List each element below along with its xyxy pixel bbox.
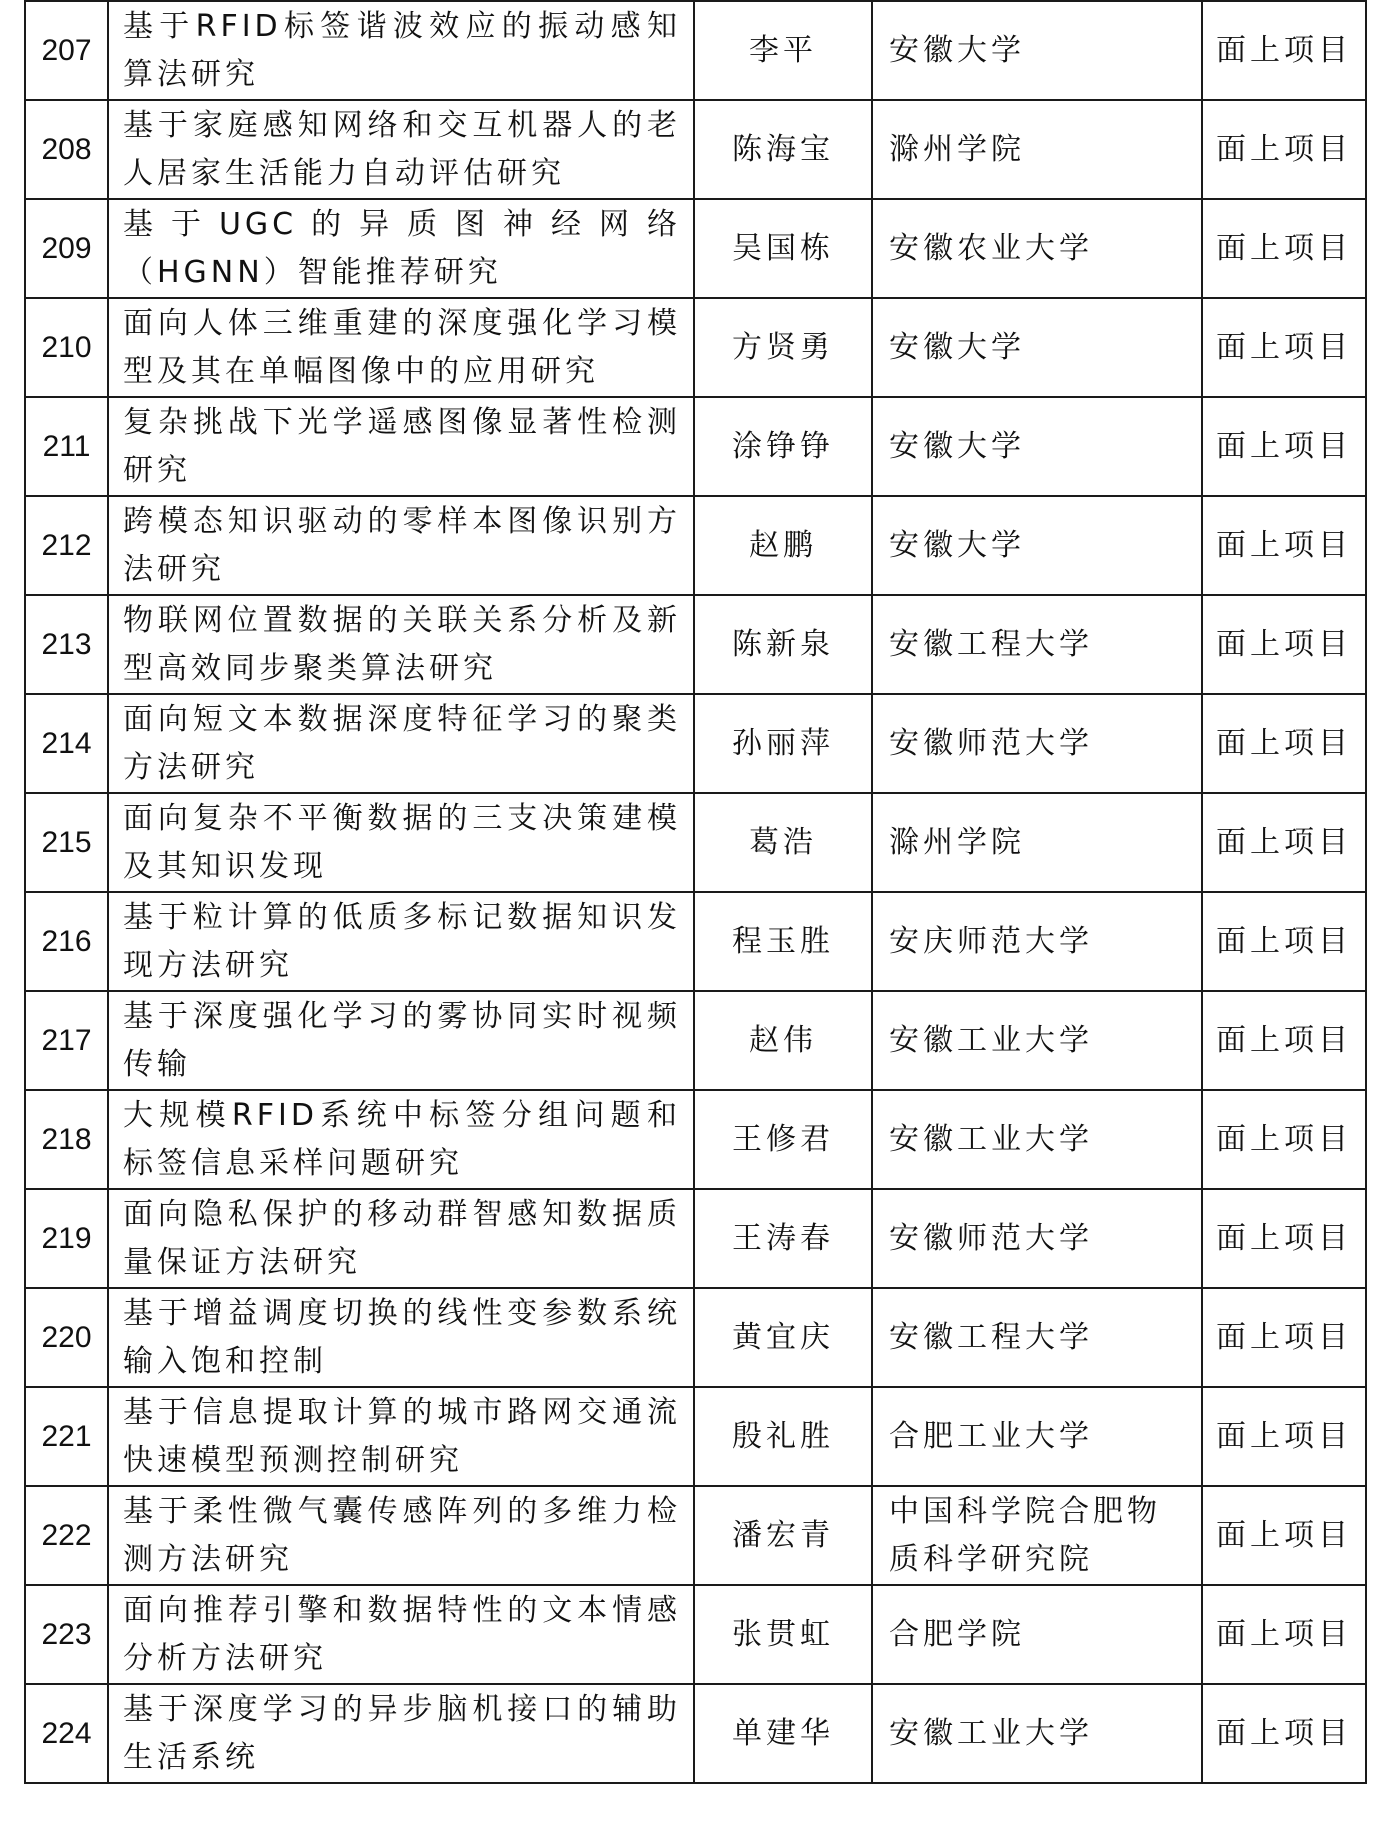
- row-number-cell: 211: [25, 397, 108, 496]
- institution-cell: 安徽师范大学: [872, 694, 1202, 793]
- row-number-cell: 214: [25, 694, 108, 793]
- project-type-cell: 面上项目: [1202, 1, 1366, 100]
- row-number-cell: 219: [25, 1189, 108, 1288]
- institution-cell: 中国科学院合肥物质科学研究院: [872, 1486, 1202, 1585]
- project-title-cell: 基于RFID标签谐波效应的振动感知算法研究: [108, 1, 694, 100]
- table-row: [25, 1387, 1366, 1486]
- table-row: [25, 892, 1366, 991]
- institution-cell: 安庆师范大学: [872, 892, 1202, 991]
- principal-investigator-cell: 赵伟: [694, 991, 872, 1090]
- table-row: [25, 793, 1366, 892]
- row-number-cell: 217: [25, 991, 108, 1090]
- project-type-cell: 面上项目: [1202, 991, 1366, 1090]
- project-list-table-container: [24, 0, 1365, 1784]
- institution-cell: 安徽工业大学: [872, 1684, 1202, 1783]
- institution-cell: 合肥学院: [872, 1585, 1202, 1684]
- project-title-cell: 大规模RFID系统中标签分组问题和标签信息采样问题研究: [108, 1090, 694, 1189]
- row-number-cell: 223: [25, 1585, 108, 1684]
- project-title-cell: 面向人体三维重建的深度强化学习模型及其在单幅图像中的应用研究: [108, 298, 694, 397]
- institution-cell: 安徽大学: [872, 298, 1202, 397]
- institution-cell: 滁州学院: [872, 793, 1202, 892]
- project-title-cell: 面向推荐引擎和数据特性的文本情感分析方法研究: [108, 1585, 694, 1684]
- project-type-cell: 面上项目: [1202, 892, 1366, 991]
- table-row: [25, 298, 1366, 397]
- project-title-cell: 复杂挑战下光学遥感图像显著性检测研究: [108, 397, 694, 496]
- institution-cell: 滁州学院: [872, 100, 1202, 199]
- institution-cell: 安徽工业大学: [872, 1090, 1202, 1189]
- table-row: [25, 199, 1366, 298]
- institution-cell: 安徽农业大学: [872, 199, 1202, 298]
- project-title-cell: 基于深度强化学习的雾协同实时视频传输: [108, 991, 694, 1090]
- project-type-cell: 面上项目: [1202, 793, 1366, 892]
- principal-investigator-cell: 单建华: [694, 1684, 872, 1783]
- principal-investigator-cell: 殷礼胜: [694, 1387, 872, 1486]
- principal-investigator-cell: 张贯虹: [694, 1585, 872, 1684]
- project-type-cell: 面上项目: [1202, 1288, 1366, 1387]
- project-title-cell: 基于UGC的异质图神经网络（HGNN）智能推荐研究: [108, 199, 694, 298]
- project-title-cell: 基于粒计算的低质多标记数据知识发现方法研究: [108, 892, 694, 991]
- table-row: [25, 1684, 1366, 1783]
- row-number-cell: 208: [25, 100, 108, 199]
- project-type-cell: 面上项目: [1202, 496, 1366, 595]
- table-row: [25, 1585, 1366, 1684]
- row-number-cell: 213: [25, 595, 108, 694]
- project-type-cell: 面上项目: [1202, 397, 1366, 496]
- project-title-cell: 面向隐私保护的移动群智感知数据质量保证方法研究: [108, 1189, 694, 1288]
- principal-investigator-cell: 葛浩: [694, 793, 872, 892]
- table-row: [25, 991, 1366, 1090]
- principal-investigator-cell: 王涛春: [694, 1189, 872, 1288]
- table-row: [25, 1, 1366, 100]
- table-row: [25, 397, 1366, 496]
- institution-cell: 安徽师范大学: [872, 1189, 1202, 1288]
- row-number-cell: 216: [25, 892, 108, 991]
- project-type-cell: 面上项目: [1202, 1684, 1366, 1783]
- project-type-cell: 面上项目: [1202, 298, 1366, 397]
- principal-investigator-cell: 黄宜庆: [694, 1288, 872, 1387]
- principal-investigator-cell: 方贤勇: [694, 298, 872, 397]
- project-type-cell: 面上项目: [1202, 1486, 1366, 1585]
- row-number-cell: 221: [25, 1387, 108, 1486]
- institution-cell: 合肥工业大学: [872, 1387, 1202, 1486]
- project-type-cell: 面上项目: [1202, 694, 1366, 793]
- project-title-cell: 跨模态知识驱动的零样本图像识别方法研究: [108, 496, 694, 595]
- principal-investigator-cell: 涂铮铮: [694, 397, 872, 496]
- project-list-table: [24, 0, 1367, 1784]
- row-number-cell: 210: [25, 298, 108, 397]
- institution-cell: 安徽工业大学: [872, 991, 1202, 1090]
- project-title-cell: 基于家庭感知网络和交互机器人的老人居家生活能力自动评估研究: [108, 100, 694, 199]
- principal-investigator-cell: 陈新泉: [694, 595, 872, 694]
- table-row: [25, 1189, 1366, 1288]
- project-title-cell: 基于深度学习的异步脑机接口的辅助生活系统: [108, 1684, 694, 1783]
- project-title-cell: 基于柔性微气囊传感阵列的多维力检测方法研究: [108, 1486, 694, 1585]
- table-row: [25, 100, 1366, 199]
- project-type-cell: 面上项目: [1202, 1090, 1366, 1189]
- project-type-cell: 面上项目: [1202, 100, 1366, 199]
- row-number-cell: 215: [25, 793, 108, 892]
- project-type-cell: 面上项目: [1202, 1189, 1366, 1288]
- row-number-cell: 207: [25, 1, 108, 100]
- institution-cell: 安徽大学: [872, 496, 1202, 595]
- project-type-cell: 面上项目: [1202, 199, 1366, 298]
- row-number-cell: 222: [25, 1486, 108, 1585]
- row-number-cell: 218: [25, 1090, 108, 1189]
- principal-investigator-cell: 程玉胜: [694, 892, 872, 991]
- institution-cell: 安徽工程大学: [872, 595, 1202, 694]
- principal-investigator-cell: 吴国栋: [694, 199, 872, 298]
- institution-cell: 安徽工程大学: [872, 1288, 1202, 1387]
- row-number-cell: 209: [25, 199, 108, 298]
- row-number-cell: 224: [25, 1684, 108, 1783]
- project-type-cell: 面上项目: [1202, 1585, 1366, 1684]
- row-number-cell: 220: [25, 1288, 108, 1387]
- project-type-cell: 面上项目: [1202, 595, 1366, 694]
- project-title-cell: 面向复杂不平衡数据的三支决策建模及其知识发现: [108, 793, 694, 892]
- principal-investigator-cell: 陈海宝: [694, 100, 872, 199]
- project-title-cell: 物联网位置数据的关联关系分析及新型高效同步聚类算法研究: [108, 595, 694, 694]
- project-type-cell: 面上项目: [1202, 1387, 1366, 1486]
- project-title-cell: 面向短文本数据深度特征学习的聚类方法研究: [108, 694, 694, 793]
- project-title-cell: 基于增益调度切换的线性变参数系统输入饱和控制: [108, 1288, 694, 1387]
- table-row: [25, 1090, 1366, 1189]
- principal-investigator-cell: 孙丽萍: [694, 694, 872, 793]
- institution-cell: 安徽大学: [872, 397, 1202, 496]
- project-title-cell: 基于信息提取计算的城市路网交通流快速模型预测控制研究: [108, 1387, 694, 1486]
- institution-cell: 安徽大学: [872, 1, 1202, 100]
- table-row: [25, 496, 1366, 595]
- table-row: [25, 1288, 1366, 1387]
- table-row: [25, 1486, 1366, 1585]
- principal-investigator-cell: 王修君: [694, 1090, 872, 1189]
- principal-investigator-cell: 李平: [694, 1, 872, 100]
- table-row: [25, 595, 1366, 694]
- table-body: [25, 1, 1366, 1783]
- table-row: [25, 694, 1366, 793]
- row-number-cell: 212: [25, 496, 108, 595]
- principal-investigator-cell: 赵鹏: [694, 496, 872, 595]
- principal-investigator-cell: 潘宏青: [694, 1486, 872, 1585]
